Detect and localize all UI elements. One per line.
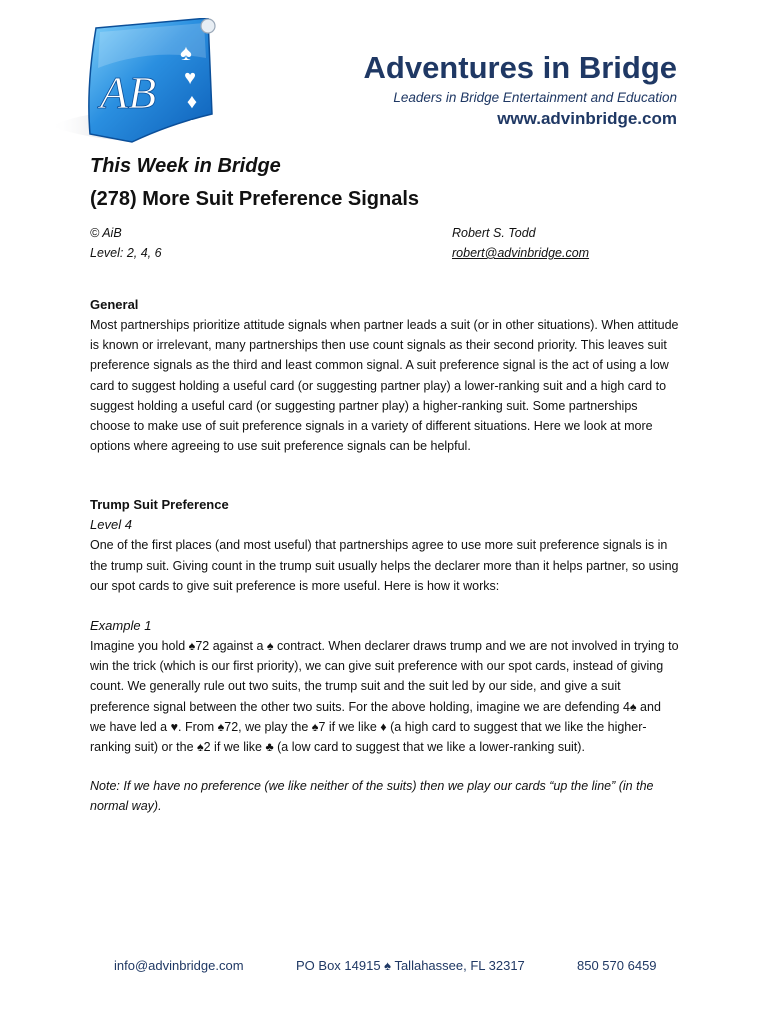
author-email-link[interactable]: robert@advinbridge.com: [452, 246, 590, 260]
brand-tagline: Leaders in Bridge Entertainment and Education: [393, 90, 677, 105]
heart-icon: ♥: [184, 67, 196, 89]
article: [90, 152, 680, 817]
author-name: Robert S. Todd: [452, 226, 536, 240]
logo-letters: AB: [100, 67, 157, 118]
footer: [0, 958, 768, 980]
brand-title: Adventures in Bridge: [363, 50, 677, 85]
spade-icon: ♠: [180, 40, 192, 65]
section-heading-general: General: [90, 297, 139, 312]
example-label: Example 1: [90, 618, 152, 634]
level-info: Level: 2, 4, 6: [90, 246, 162, 260]
article-meta: [90, 223, 680, 265]
article-title: (278) More Suit Preference Signals: [90, 188, 420, 210]
general-paragraph: Most partnerships prioritize attitude signals when partner leads a suit (or in other situations). When attitude is known or irrelevant, many partnerships then use count signals as their second priority. This leaves suit preference signals as the third and least common signal. A suit preference signal is the act of using a low card to suggest holding a useful card (or suggesting partner play) a lower-ranking suit and a high card to suggest holding a useful card (or suggesting partner play) a higher-ranking suit. Some partnerships choose to make use of suit preference signals in a variety of different situations. Here we look at more options where agreeing to use suit preference signals can be helpful.: [90, 318, 679, 454]
brand-block: [364, 48, 678, 129]
footer-email-link[interactable]: info@advinbridge.com: [114, 958, 244, 973]
series-title: This Week in Bridge: [90, 155, 281, 177]
adventures-in-bridge-logo: [50, 18, 222, 148]
section-heading-trump: Trump Suit Preference: [90, 497, 229, 513]
trump-paragraph: One of the first places (and most useful) that partnerships agree to use more suit preference signals is in the trump suit. Giving count in the trump suit usually helps the declarer more than it helps partner, so using our spot cards to give suit preference is more useful. Here is how it works:: [90, 538, 679, 593]
copyright: © AiB: [90, 226, 122, 240]
example-paragraph: Imagine you hold ♠72 against a ♠ contract. When declarer draws trump and we are not involved in trying to win the trick (which is our first priority), we can give suit preference with our spot cards, instead of giving count. We generally rule out two suits, the trump suit and the suit led by our side, and give a suit preference signal between the other two suits. For the above holding, imagine we are defending 4♠ and we have led a ♥. From ♠72, we play the ♠7 if we like ♦ (a high card to suggest that we like the higher-ranking suit) or the ♠2 if we like ♣ (a low card to suggest that we like a lower-ranking suit).: [90, 639, 679, 755]
footer-phone: 850 570 6459: [577, 958, 657, 973]
brand-url[interactable]: www.advinbridge.com: [497, 109, 677, 128]
trump-level: Level 4: [90, 517, 132, 533]
club-icon: ♣: [185, 115, 199, 137]
footer-address: PO Box 14915 ♠ Tallahassee, FL 32317: [296, 958, 525, 973]
diamond-icon: ♦: [186, 91, 198, 113]
note-paragraph: Note: If we have no preference (we like neither of the suits) then we play our cards “up the line” (in the normal way).: [90, 779, 654, 814]
